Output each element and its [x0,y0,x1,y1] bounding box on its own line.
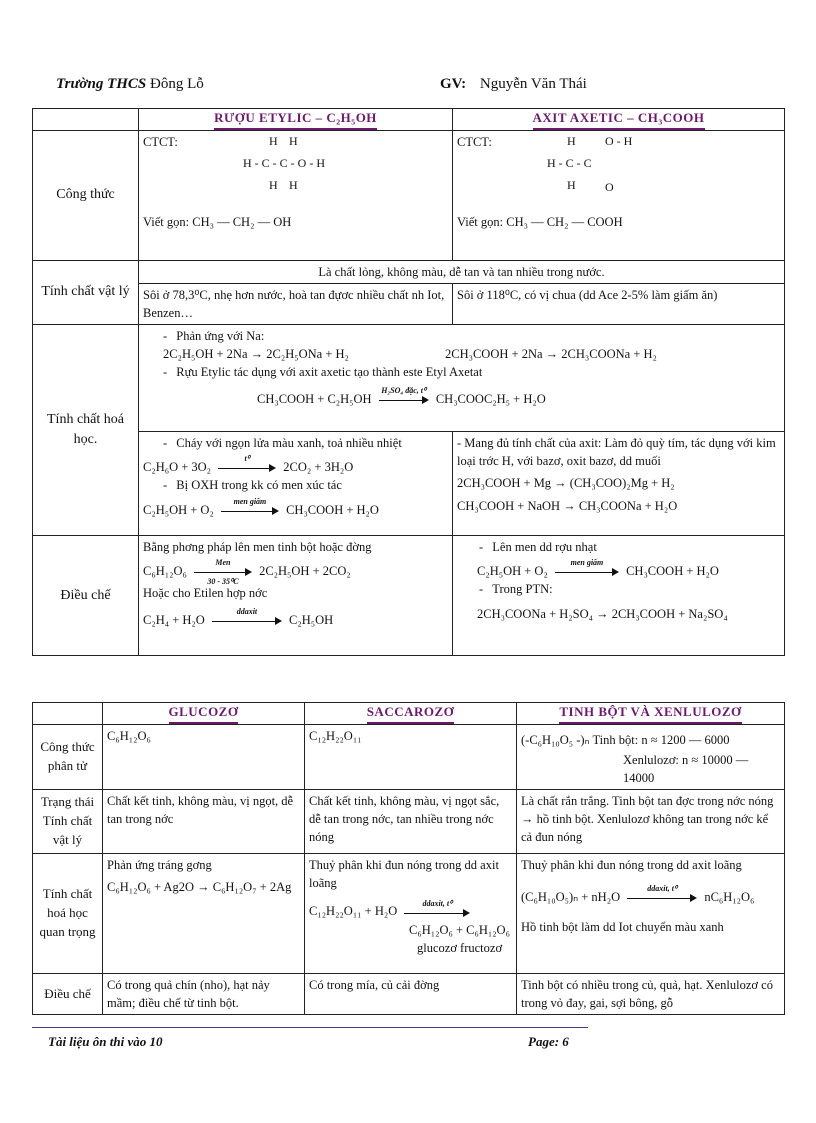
ctct-label: CTCT: [457,134,492,149]
acid-props: - Mang đủ tính chất của axit: Làm đỏ quỳ tím, tác dụng với kim loại trớc H, với bazơ, oxit bazơ, dd muối [457,436,776,469]
row-label-physical: Tính chất vật lý [33,260,139,324]
acid-prep-line2: Trong PTN: [492,582,553,597]
glucose-chem-cell [103,854,305,974]
teacher-name: Nguyễn Văn Thái [479,76,587,92]
page-number: Page: 6 [528,1034,569,1049]
starch-prep: Tinh bột có nhiều trong củ, quả, hạt. Xenlulozơ có trong vỏ đay, gai, sợi bông, gỗ [517,974,785,1015]
cellulose-formula: Xenlulozơ: n ≈ 10000 — 14000 [623,752,749,786]
col-header-alcohol: RƯỢU ETYLIC – C₂H₅OH [139,109,453,131]
footer-title: Tài liệu ôn thi vào 10 [48,1034,163,1049]
col-header-glucose: GLUCOZƠ [103,703,305,725]
physical-alcohol: Sôi ở 78,3⁰C, nhẹ hơn nước, hoà tan đựơc nhiều chất nh Iot, Benzen… [139,283,453,324]
acid-prep-eq: C₂H₅OH + O₂ men giấm CH₃COOH + H₂O [477,558,719,579]
starch-chem-cell [517,854,785,974]
saccharose-products: C₆H₁₂O₆ + C₆H₁₂O₆ [409,922,510,937]
starch-state: Là chất rắn trắng. Tinh bột tan đợc trong nớc nóng → hồ tinh bột. Xenlulozơ không tan trong nớc kể cả đun nóng [517,790,785,854]
col-header-acid: AXIT AXETIC – CH₃COOH [453,109,785,131]
starch-formula-cell [517,724,785,789]
ctct-label: CTCT: [143,134,178,149]
saccharose-reaction-title: Thuỷ phân khi đun nóng trong dd axit loãng [309,858,499,891]
row-label-formula: Công thức [33,130,139,260]
ethanol-structure: H H H - C - C - O - H H H [243,133,325,192]
alc-prep-eq: C₆H₁₂O₆ Men 30 - 35⁰C 2C₂H₅OH + 2CO₂ [143,558,351,587]
school-prefix: Trường THCS [56,76,147,92]
row-label-molecular: Công thức phân tử [33,724,103,789]
row-label-prep2: Điều chế [33,974,103,1015]
physical-acid: Sôi ở 118⁰C, có vị chua (dd Ace 2-5% làm giấm ăn) [453,283,785,324]
glucose-prep: Có trong quả chín (nho), hạt nảy mầm; điều chế từ tinh bột. [103,974,305,1015]
ester-eq: CH₃COOH + C₂H₅OH H₂SO₄ đặc, t⁰ CH₃COOC₂H₅ + H₂O [257,385,546,406]
col-header-starch: TINH BỘT VÀ XENLULOZƠ [517,703,785,725]
glucose-state: Chất kết tinh, không màu, vị ngọt, dễ tan trong nớc [103,790,305,854]
acid-prep-eq2: 2CH₃COONa + H₂SO₄ → 2CH₃COOH + Na₂SO₄ [477,606,728,621]
saccharose-chem-cell [305,854,517,974]
starch-reaction-eq: (C₆H₁₀O₅)ₙ + nH₂O ddaxit, t⁰ nC₆H₁₂O₆ [521,884,755,905]
saccharose-reaction-eq: C₁₂H₂₂O₁₁ + H₂O ddaxit, t⁰ [309,902,512,920]
alcohol-formula-cell [139,130,453,260]
acid-short-formula: Viết gọn: CH₃ — CH₂ — COOH [457,214,623,229]
row-label-prep: Điều chế [33,536,139,656]
na-acid-eq: 2CH₃COOH + 2Na → 2CH₃COONa + H₂ [445,347,657,362]
row-label-state: Trạng thái Tính chất vật lý [33,790,103,854]
school-name: Đông Lỗ [150,76,204,92]
burn-eq: C₂H₆O + 3O₂ t⁰ 2CO₂ + 3H₂O [143,454,354,475]
saccharose-prep: Có trong mía, củ cải đờng [305,974,517,1015]
footer-divider [32,1027,588,1028]
teacher-label: GV: [440,76,467,92]
physical-common: Là chất lỏng, không màu, dễ tan và tan nhiều trong nước. [139,260,785,283]
glucose-reaction-title: Phản ứng tráng gơng [107,858,212,873]
na-title: Phản ứng với Na: [176,329,265,344]
starch-reaction-title: Thuỷ phân khi đun nóng trong dd axit loãng [521,858,742,873]
oxid-title: Bị OXH trong kk có men xúc tác [176,478,342,493]
saccharose-state: Chất kết tinh, không màu, vị ngọt sắc, dễ tan trong nớc, tan nhiều trong nớc nóng [305,790,517,854]
starch-formula: (-C₆H₁₀O₅ -)ₙ Tinh bột: n ≈ 1200 — 6000 [521,732,730,747]
alc-prep-line2: Hoặc cho Etilen hợp nớc [143,586,268,601]
saccharose-formula: C₁₂H₂₂O₁₁ [305,724,517,789]
carbohydrate-table [32,702,785,1015]
oxid-eq: C₂H₅OH + O₂ men giấm CH₃COOH + H₂O [143,496,379,517]
acetic-acid-structure: H O - H H - C - C H O [547,133,633,194]
header-teacher [440,76,587,98]
chemical-alcohol-cell: - Cháy với ngọn lửa màu xanh, toả nhiều nhiệt C₂H₆O + 3O₂ t⁰ 2CO₂ + 3H₂O - Bị OXH trong kk có men xúc tác C₂H₅OH + O₂ men giấm CH₃COOH + H₂O [139,432,453,536]
acid-mg-eq: 2CH₃COOH + Mg → (CH₃COO)₂Mg + H₂ [457,476,675,491]
alc-prep-eq2: C₂H₄ + H₂O ddaxit C₂H₅OH [143,606,334,627]
starch-iodine-note: Hồ tinh bột làm dd Iot chuyển màu xanh [521,920,724,935]
row-label-chem: Tính chất hoá học quan trọng [33,854,103,974]
header-school [56,76,204,98]
chemical-acid-cell [453,432,785,536]
alcohol-short-formula: Viết gọn: CH₃ — CH₂ — OH [143,214,292,229]
acid-naoh-eq: CH₃COOH + NaOH → CH₃COONa + H₂O [457,498,678,513]
glucose-reaction-eq: C₆H₁₂O₆ + Ag2O → C₆H₁₂O₇ + 2Ag [107,880,292,895]
acid-prep-line1: Lên men dd rợu nhạt [492,540,597,555]
burn-title: Cháy với ngọn lửa màu xanh, toả nhiều nhiệt [176,436,402,451]
col-header-saccharose: SACCAROZƠ [305,703,517,725]
ester-title: Rựu Etylic tác dụng với axit axetic tạo thành este Etyl Axetat [176,365,483,380]
chemical-common-cell: - Phản ứng với Na: 2C₂H₅OH + 2Na → 2C₂H₅ONa + H₂ 2CH₃COOH + 2Na → 2CH₃COONa + H₂ - Rựu Etylic tác dụng với axit axetic tạo thành este Etyl Axetat CH₃COOH + C₂H₅OH H₂SO₄ đặc, t⁰ CH₃COOC₂H₅ + H₂O [139,325,785,432]
na-alcohol-eq: 2C₂H₅OH + 2Na → 2C₂H₅ONa + H₂ [163,347,349,362]
row-label-chemical: Tính chất hoá học. [33,325,139,536]
alcohol-acid-table [32,108,785,656]
prep-acid-cell: - Lên men dd rợu nhạt C₂H₅OH + O₂ men giấm CH₃COOH + H₂O - Trong PTN: 2CH₃COONa + H₂SO₄ → 2CH₃COOH + Na₂SO₄ [453,536,785,656]
alc-prep-line1: Bằng phơng pháp lên men tinh bột hoặc đờng [143,540,372,555]
prep-alcohol-cell [139,536,453,656]
glucose-formula: C₆H₁₂O₆ [103,724,305,789]
saccharose-product-names: glucozơ fructozơ [417,940,503,955]
acid-formula-cell [453,130,785,260]
